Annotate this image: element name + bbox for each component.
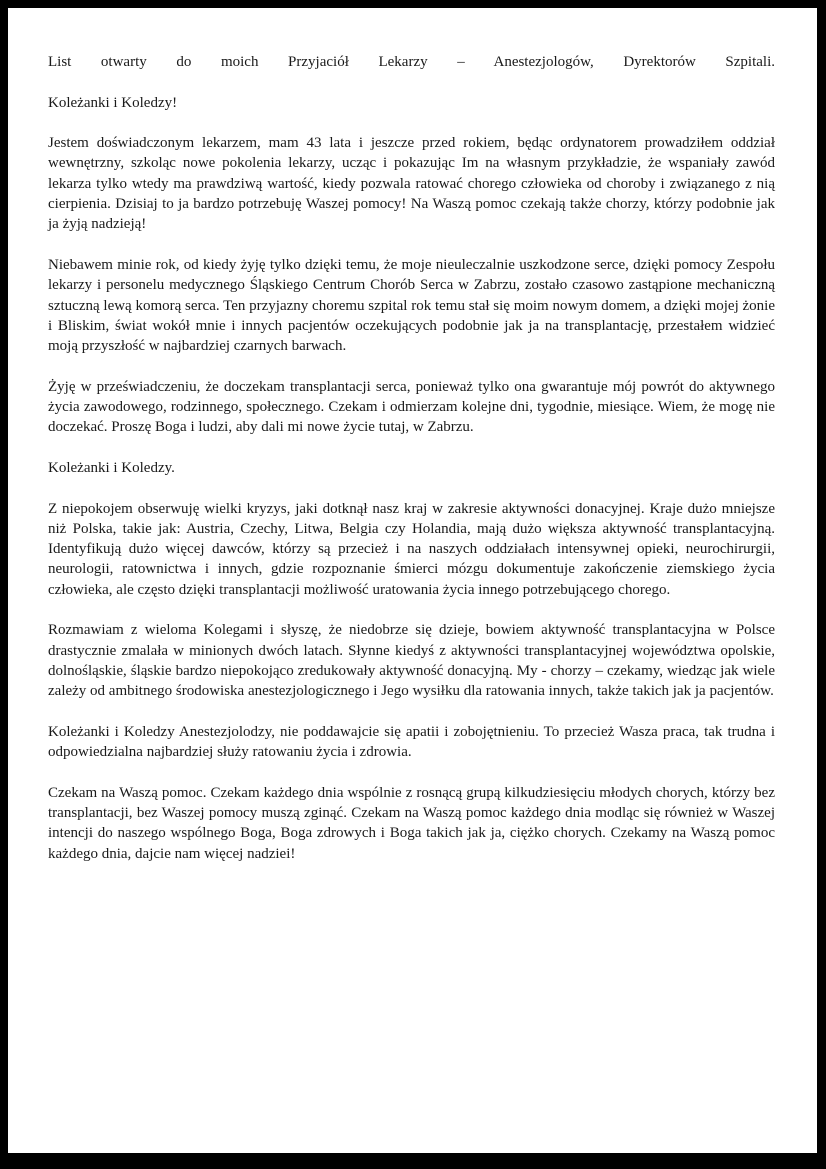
paragraph: Jestem doświadczonym lekarzem, mam 43 lata i jeszcze przed rokiem, będąc ordynatorem prowadziłem oddział wewnętrzny, szkoląc nowe pokolenia lekarzy, ucząc i pokazując Im na własnym przykładzie, że wspaniały zawód lekarza tylko wtedy ma prawdziwą wartość, kiedy pozwala ratować chorego człowieka od choroby i związanego z nią cierpienia. Dzisiaj to ja bardzo potrzebuję Waszej pomocy! Na Waszą pomoc czekają także chorzy, którzy podobnie jak ja żyją nadzieją! <box>48 135 775 233</box>
paragraph: Żyję w przeświadczeniu, że doczekam transplantacji serca, ponieważ tylko ona gwarantuje mój powrót do aktywnego życia zawodowego, rodzinnego, społecznego. Czekam i odmierzam kolejne dni, tygodnie, miesiące. Wiem, że mogę nie doczekać. Proszę Boga i ludzi, aby dali mi nowe życie tutaj, w Zabrzu. <box>48 378 775 436</box>
paragraph: Niebawem minie rok, od kiedy żyję tylko dzięki temu, że moje nieuleczalnie uszkodzone serce, dzięki pomocy Zespołu lekarzy i personelu medycznego Śląskiego Centrum Chorób Serca w Zabrzu, zostało czasowo zastąpione mechaniczną sztuczną lewą komorą serca. Ten przyjazny choremu szpital rok temu stał się moim nowym domem, a dzięki mojej żonie i Bliskim, świat wokół mnie i innych pacjentów oczekujących podobnie jak ja na transplantację, przestałem widzieć moją przyszłość w najbardziej czarnych barwach. <box>48 256 775 355</box>
greeting: Koleżanki i Koledzy. <box>48 459 175 476</box>
paragraph: Czekam na Waszą pomoc. Czekam każdego dnia wspólnie z rosnącą grupą kilkudziesięciu młodych chorych, którzy bez transplantacji, bez Waszej pomocy muszą zginąć. Czekam na Waszą pomoc każdego dnia modląc się również w Waszej intencji do naszego wspólnego Boga, Boga zdrowych i Boga takich jak ja, ciężko chorych. Czekamy na Waszą pomoc każdego dnia, dajcie nam więcej nadziei! <box>48 784 775 862</box>
paragraph: Rozmawiam z wieloma Kolegami i słyszę, że niedobrze się dzieje, bowiem aktywność transplantacyjna w Polsce drastycznie zmalała w minionych dwóch latach. Słynne kiedyś z aktywności transplantacyjnej województwa opolskie, dolnośląskie, śląskie bardzo niepokojąco zredukowały aktywność donacyjną. My - chorzy – czekamy, wiedząc jak wiele zależy od ambitnego środowiska anestezjologicznego i Jego wysiłku dla ratowania innych, także takich jak ja pacjentów. <box>48 622 775 700</box>
greeting: Koleżanki i Koledzy! <box>48 94 178 111</box>
document-page <box>8 8 817 1153</box>
paragraph: Z niepokojem obserwuję wielki kryzys, jaki dotknął nasz kraj w zakresie aktywności donacyjnej. Kraje dużo mniejsze niż Polska, takie jak: Austria, Czechy, Litwa, Belgia czy Holandia, mają dużo większa aktywność transplantacyjną. Identyfikują dużo więcej dawców, którzy są przecież i na naszych oddziałach intensywnej opieki, neurochirurgii, neurologii, ratownictwa i innych, gdzie rozpoznanie śmierci mózgu dokumentuje zakończenie ziemskiego życia człowieka, ale często dzięki transplantacji możliwość uratowania życia innego potrzebującego chorego. <box>48 500 775 598</box>
paragraph: Koleżanki i Koledzy Anestezjolodzy, nie poddawajcie się apatii i zobojętnieniu. To przecież Wasza praca, tak trudna i odpowiedzialna najbardziej służy ratowaniu życia i zdrowia. <box>48 723 775 761</box>
letter-title: List otwarty do moich Przyjaciół Lekarzy – Anestezjologów, Dyrektorów Szpitali. <box>48 54 775 70</box>
